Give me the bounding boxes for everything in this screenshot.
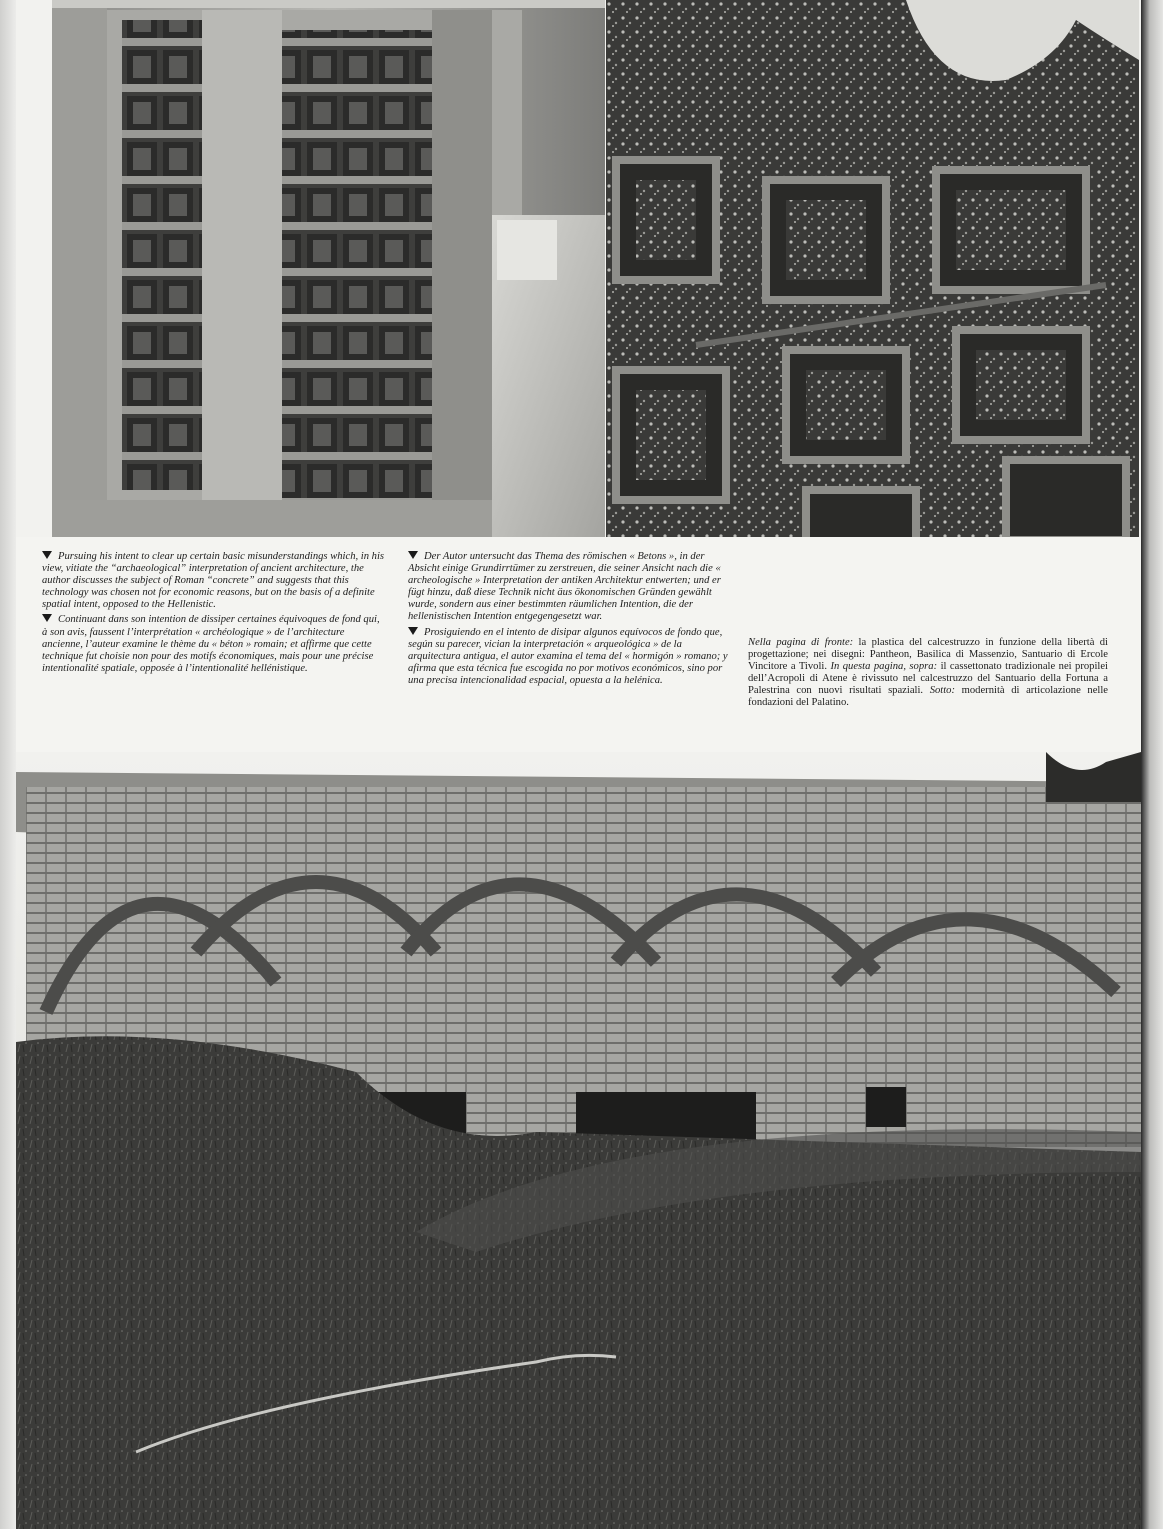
- ceiling-illustration: [52, 0, 605, 537]
- italian-photo-note: [748, 637, 1108, 710]
- page-left-margin: [0, 0, 16, 1529]
- photo-palatine-foundations: [16, 752, 1141, 1529]
- caption-german-paragraph: [408, 551, 733, 624]
- page-right-gutter: [1141, 0, 1163, 1529]
- triangle-bullet-icon: [42, 551, 52, 559]
- caption-english: Pursuing his intent to clear up certain basic misunderstandings which, in his view, vitiate the “archaeological” interpretation of ancient architecture, the author discusses the subject of Roman “concrete” and suggests that this technology was chosen not for economic reasons, but on the basis of a definite spatial intent, opposed to the Hellenistic.: [42, 551, 385, 611]
- note-label-below: Sotto:: [929, 685, 956, 697]
- wall-illustration: [16, 752, 1141, 1529]
- note-text-below: modernità di articolazione nelle fondazioni del Palatino.: [748, 685, 1108, 709]
- caption-column-middle: [408, 551, 733, 690]
- note-text-opposite-page: la plastica del calcestruzzo in funzione della libertà di progettazione; nei disegni: Pantheon, Basilica di Massenzio, Santuario di Ercole Vincitore a Tivoli.: [748, 637, 1109, 673]
- caption-band: [16, 537, 1141, 752]
- coffers-illustration: [606, 0, 1139, 537]
- note-label-opposite-page: Nella pagina di fronte:: [748, 637, 854, 648]
- triangle-bullet-icon: [408, 627, 418, 635]
- caption-english-paragraph: [42, 551, 387, 611]
- caption-column-left: [42, 551, 387, 678]
- note-text-this-page-above: il cassettonato tradizionale nei propilei dell’Acropoli di Atene è rivissuto nel calcestruzzo del Santuario della Fortuna a Palestrina con nuovi risultati spaziali.: [748, 661, 1109, 697]
- caption-german: Der Autor untersucht das Thema des römischen « Betons », in der Absicht einige Grundirrtümer zu zerstreuen, die seiner Ansicht nach die « archeologische » Interpretation der antiken Architektur entwerten; und er fügt hinzu, daß diese Technik nicht äus ökonomischen Gründen gewählt wurde, sondern aus einer bestimmten räumlichen Intention, die der hellenistischen Intention entgegengesetzt war.: [408, 551, 721, 623]
- caption-french: Continuant dans son intention de dissiper certaines équivoques de fond qui, à son avis, faussent l’interprétation « archéologique » de l’architecture ancienne, l’auteur examine le thème du « béton » romain; et affirme que cette technique fut choisie non pour des motifs économiques, mais pour une précise intentionalité spatiale, opposée à l’intentionalité hellénistique.: [42, 614, 380, 674]
- photo-palestrina-coffers: [606, 0, 1139, 537]
- caption-spanish: Prosiguiendo en el intento de disipar algunos equívocos de fondo que, según su parecer, vician la interpretación « arqueológica » de la arquitectura antigua, el autor examina el tema del « hormigón » romano; y afirma que esta técnica fue escogida no por motivos económicos, sino por una precisa intencionalidad espacial, opuesta a la helénica.: [408, 626, 728, 686]
- note-label-this-page-above: In questa pagina, sopra:: [830, 661, 938, 673]
- triangle-bullet-icon: [408, 551, 418, 559]
- caption-spanish-paragraph: [408, 627, 733, 687]
- photo-propylaea-ceiling: [52, 0, 605, 537]
- caption-french-paragraph: [42, 614, 387, 674]
- triangle-bullet-icon: [42, 614, 52, 622]
